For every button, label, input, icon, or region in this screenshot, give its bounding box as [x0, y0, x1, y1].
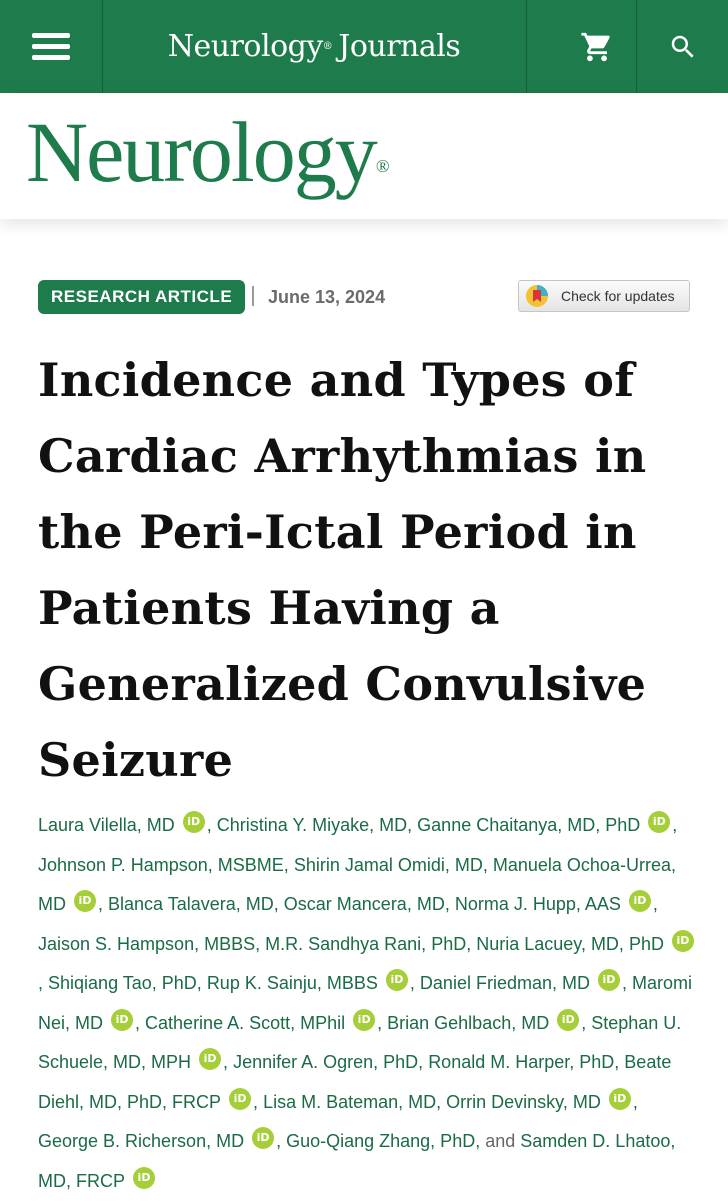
search-icon	[668, 32, 698, 62]
author-link[interactable]: Laura Vilella, MD	[38, 815, 175, 835]
check-for-updates-button[interactable]	[518, 280, 690, 312]
author-link[interactable]: Orrin Devinsky, MD	[446, 1091, 601, 1112]
brand-suffix: Journals	[338, 29, 461, 64]
author-separator: ,	[409, 973, 420, 993]
author-link[interactable]: Norma J. Hupp, AAS	[454, 894, 621, 914]
orcid-icon[interactable]: iD	[229, 1088, 251, 1110]
orcid-icon[interactable]: iD	[672, 930, 694, 952]
brand-registered-mark: ®	[322, 41, 333, 52]
check-for-updates-label: Check for updates	[561, 288, 675, 304]
author-separator: ,	[38, 973, 49, 993]
author-link[interactable]: Ronald M. Harper, PhD	[428, 1052, 615, 1072]
article-type-badge: RESEARCH ARTICLE	[38, 280, 245, 314]
author-link[interactable]: Daniel Friedman, MD	[419, 973, 590, 993]
author-separator: ,	[581, 1012, 592, 1033]
author-separator: ,	[223, 1052, 234, 1072]
shopping-cart-icon	[580, 30, 614, 64]
author-separator: ,	[135, 1012, 146, 1033]
author-link[interactable]: Christina Y. Miyake, MD	[216, 815, 408, 835]
author-separator: ,	[255, 933, 266, 954]
hamburger-menu-icon	[32, 27, 70, 66]
publication-date: June 13, 2024	[268, 287, 386, 307]
author-link[interactable]: Ganne Chaitanya, MD, PhD	[417, 815, 641, 835]
orcid-icon[interactable]: iD	[133, 1167, 155, 1189]
and-connector: and	[485, 1131, 521, 1151]
author-link[interactable]: Jaison S. Hampson, MBBS	[38, 933, 256, 954]
author-link[interactable]: Maromi Nei, MD	[38, 973, 693, 1033]
orcid-icon[interactable]: iD	[183, 811, 205, 833]
author-separator: ,	[407, 815, 418, 835]
author-link[interactable]: Shirin Jamal Omidi, MD	[293, 854, 483, 875]
author-link[interactable]: Lisa M. Bateman, MD	[263, 1091, 437, 1112]
author-separator: ,	[206, 815, 217, 835]
author-separator: ,	[475, 1131, 486, 1151]
menu-button[interactable]	[0, 0, 102, 93]
journal-logo-band	[0, 93, 728, 219]
author-link[interactable]: Blanca Talavera, MD	[108, 894, 274, 914]
orcid-icon[interactable]: iD	[609, 1088, 631, 1110]
author-separator: ,	[652, 894, 658, 914]
author-separator: ,	[273, 894, 284, 914]
article-meta-row	[38, 280, 690, 314]
orcid-icon[interactable]: iD	[199, 1048, 221, 1070]
author-link[interactable]: Brian Gehlbach, MD	[387, 1012, 550, 1033]
author-link[interactable]: Stephan U. Schuele, MD, MPH	[38, 1012, 682, 1072]
article-title: Incidence and Types of Cardiac Arrhythmias in the Peri-Ictal Period in Patients Having a Generalized Convulsive Seizure	[38, 353, 647, 787]
author-separator: ,	[196, 973, 207, 993]
orcid-icon[interactable]: iD	[629, 890, 651, 912]
author-separator: ,	[276, 1131, 287, 1151]
author-separator: ,	[377, 1012, 388, 1033]
author-link[interactable]: George B. Richerson, MD	[38, 1131, 245, 1151]
logo-registered-mark: ®	[375, 156, 390, 176]
top-navigation-bar	[0, 0, 728, 93]
author-link[interactable]: Shiqiang Tao, PhD	[48, 973, 197, 993]
search-button[interactable]	[637, 0, 728, 93]
orcid-icon[interactable]: iD	[386, 969, 408, 991]
author-link[interactable]: M.R. Sandhya Rani, PhD	[265, 933, 467, 954]
orcid-icon[interactable]: iD	[557, 1009, 579, 1031]
author-separator: ,	[436, 1091, 447, 1112]
orcid-icon[interactable]: iD	[74, 890, 96, 912]
author-separator: ,	[98, 894, 109, 914]
orcid-icon[interactable]: iD	[353, 1009, 375, 1031]
neurology-logo[interactable]	[26, 97, 390, 207]
journals-brand-link[interactable]	[102, 0, 526, 93]
brand-name: Neurology	[167, 29, 323, 64]
author-link[interactable]: Rup K. Sainju, MBBS	[206, 973, 378, 993]
author-separator: ,	[632, 1091, 638, 1112]
author-link[interactable]: Catherine A. Scott, MPhil	[145, 1012, 346, 1033]
author-link[interactable]: Oscar Mancera, MD	[283, 894, 445, 914]
author-separator: ,	[283, 854, 294, 875]
author-separator: ,	[253, 1091, 264, 1112]
author-link[interactable]: Guo-Qiang Zhang, PhD	[286, 1131, 476, 1151]
author-link[interactable]: Manuela Ochoa-Urrea, MD	[38, 854, 676, 914]
author-separator: ,	[621, 973, 632, 993]
author-link[interactable]: Johnson P. Hampson, MSBME	[38, 854, 284, 875]
author-separator: ,	[482, 854, 493, 875]
author-link[interactable]: Nuria Lacuey, MD, PhD	[476, 933, 664, 954]
author-link[interactable]: Samden D. Lhatoo, MD, FRCP	[38, 1131, 676, 1191]
crossmark-icon	[525, 284, 549, 308]
author-list	[38, 806, 698, 1201]
orcid-icon[interactable]: iD	[252, 1127, 274, 1149]
cart-button[interactable]	[558, 0, 636, 93]
author-separator: ,	[672, 815, 678, 835]
orcid-icon[interactable]: iD	[598, 969, 620, 991]
author-separator: ,	[466, 933, 477, 954]
author-link[interactable]: Beate Diehl, MD, PhD, FRCP	[38, 1052, 672, 1112]
meta-separator	[252, 286, 254, 306]
orcid-icon[interactable]: iD	[648, 811, 670, 833]
author-link[interactable]: Jennifer A. Ogren, PhD	[233, 1052, 419, 1072]
author-separator: ,	[614, 1052, 625, 1072]
orcid-icon[interactable]: iD	[111, 1009, 133, 1031]
logo-text: Neurology	[26, 104, 376, 200]
author-separator: ,	[444, 894, 455, 914]
author-separator: ,	[418, 1052, 429, 1072]
